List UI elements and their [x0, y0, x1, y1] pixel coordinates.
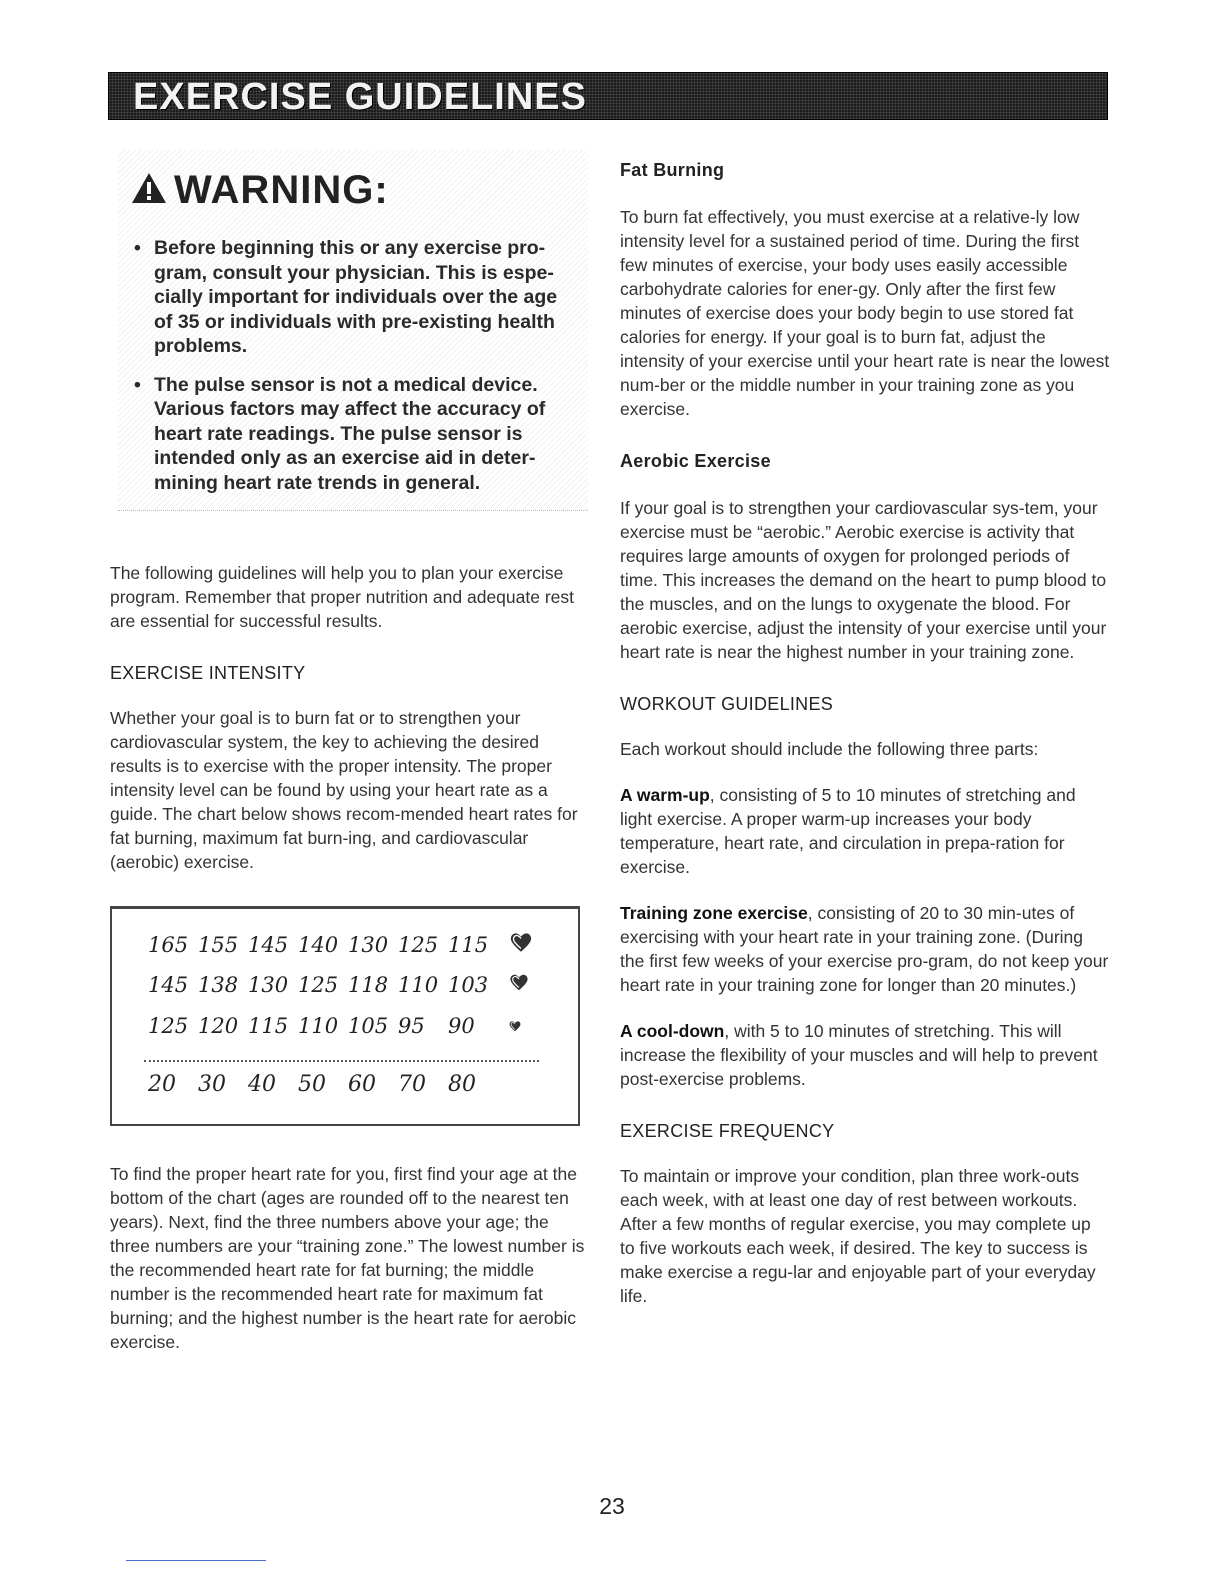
heart-icon — [508, 929, 534, 960]
warmup-paragraph — [620, 783, 1110, 879]
intro-paragraph: The following guidelines will help you to plan your exercise program. Remember that proper nutrition and adequate rest are essential for successful results. — [110, 563, 575, 631]
chart-value: 138 — [198, 972, 239, 997]
age-tick-label: 30 — [198, 1072, 226, 1097]
warning-triangle-icon — [130, 171, 168, 210]
chart-value: 118 — [348, 972, 389, 997]
chart-value: 125 — [148, 1014, 189, 1038]
chart-value: 103 — [448, 972, 489, 997]
chart-value: 130 — [348, 932, 389, 957]
workout-heading: WORKOUT GUIDELINES — [620, 694, 834, 714]
chart-value: 110 — [398, 972, 439, 997]
warmup-text: , consisting of 5 to 10 minutes of stretching and light exercise. A proper warm-up increases your body temperature, heart rate, and circulation in prepa-ration for exercise. — [620, 785, 1076, 877]
page-number: 23 — [599, 1493, 625, 1519]
training-text: , consisting of 20 to 30 min-utes of exercising with your heart rate in your training zone. (During the first few weeks of your exercise pro-gram, do not keep your heart rate in your training zone for longer than 20 minutes.) — [620, 903, 1109, 995]
chart-value: 145 — [148, 972, 189, 997]
warning-item-text: Before beginning this or any exercise pro-gram, consult your physician. This is espe-cially important for individuals over the age of 35 or individuals with pre-existing health problems. — [154, 237, 558, 357]
footer-rule — [126, 1560, 266, 1561]
aerobic-heading: Aerobic Exercise — [620, 451, 771, 471]
age-tick-label: 80 — [448, 1072, 476, 1097]
bullet-icon: • — [134, 237, 141, 259]
chart-row — [148, 929, 534, 960]
chart-value: 155 — [198, 932, 239, 957]
chart-value: 125 — [298, 972, 339, 997]
cooldown-text: , with 5 to 10 minutes of stretching. This will increase the flexibility of your muscles and will help to prevent post-exercise problems. — [620, 1021, 1098, 1089]
fat-burning-paragraph: To burn fat effectively, you must exercise at a relative-ly low intensity level for a sustained period of time. During the first few minutes of exercise, your body uses easily accessible carbohydrate calories for ener-gy. Only after the first few minutes of exercise does your body begin to use stored fat calories for energy. If your goal is to burn fat, adjust the intensity of your exercise until your heart rate is near the lowest num-ber or the middle number in your training zone as you exercise. — [620, 207, 1110, 419]
find-rate-paragraph: To find the proper heart rate for you, first find your age at the bottom of the chart (ages are rounded off to the nearest ten years). Next, find the three numbers above your age; the three numbers are your “training zone.” The lowest number is the recommended heart rate for fat burning; the middle number is the recommended heart rate for maximum fat burning; and the highest number is the heart rate for aerobic exercise. — [110, 1164, 585, 1352]
warning-header — [130, 168, 389, 213]
training-lead: Training zone exercise — [620, 903, 808, 923]
warning-item — [124, 373, 574, 496]
warning-box — [118, 150, 588, 511]
page-title: EXERCISE GUIDELINES — [133, 76, 587, 118]
intensity-paragraph: Whether your goal is to burn fat or to strengthen your cardiovascular system, the key to achieving the desired results is to exercise with the proper intensity. The proper intensity level can be found by using your heart rate as a guide. The chart below shows recom-mended heart rates for fat burning, maximum fat burn-ing, and cardiovascular (aerobic) exercise. — [110, 708, 578, 872]
chart-row — [148, 971, 530, 998]
fat-burning-heading: Fat Burning — [620, 160, 725, 180]
chart-value: 110 — [298, 1014, 339, 1038]
left-column — [110, 150, 590, 1354]
warning-item-text: The pulse sensor is not a medical device. Various factors may affect the accuracy of heart rate readings. The pulse sensor is intended only as an exercise aid in deter-mining heart rate trends in general. — [154, 373, 546, 494]
frequency-paragraph: To maintain or improve your condition, plan three work-outs each week, with at least one day of rest between workouts. After a few months of regular exercise, you may complete up to five workouts each week, if desired. The key to success is make exercise a regu-lar and enjoyable part of your everyday life. — [620, 1166, 1096, 1306]
chart-divider — [144, 1060, 539, 1062]
heart-icon — [508, 1014, 522, 1038]
age-tick-label: 50 — [298, 1072, 326, 1097]
aerobic-paragraph: If your goal is to strengthen your cardiovascular sys-tem, your exercise must be “aerobic.” Aerobic exercise is activity that requires large amounts of oxygen for prolonged periods of time. This increases the demand on the heart to pump blood to the muscles, and on the lungs to oxygenate the blood. For aerobic exercise, adjust the intensity of your exercise until your heart rate is near the highest number in your training zone. — [620, 498, 1107, 662]
cooldown-paragraph — [620, 1019, 1110, 1091]
workout-intro: Each workout should include the following three parts: — [620, 739, 1039, 759]
warmup-lead: A warm-up — [620, 785, 710, 805]
warning-item — [124, 236, 574, 359]
section-banner — [108, 72, 1108, 120]
warning-list — [124, 236, 574, 509]
heart-icon — [508, 971, 530, 998]
chart-value: 95 — [398, 1014, 425, 1038]
chart-value: 115 — [248, 1014, 289, 1038]
age-tick-label: 60 — [348, 1072, 376, 1097]
warning-title: WARNING: — [174, 168, 389, 212]
right-column — [620, 160, 1110, 1308]
bullet-icon: • — [134, 373, 141, 396]
chart-value: 105 — [348, 1014, 389, 1038]
chart-row — [148, 1014, 522, 1038]
training-paragraph — [620, 901, 1110, 997]
age-tick-label: 70 — [398, 1072, 426, 1097]
frequency-heading: EXERCISE FREQUENCY — [620, 1121, 835, 1141]
age-tick-label: 20 — [148, 1072, 176, 1097]
heart-rate-chart — [110, 906, 580, 1126]
age-tick-label: 40 — [248, 1072, 276, 1097]
chart-value: 145 — [248, 932, 289, 957]
chart-value: 165 — [148, 932, 189, 957]
chart-value: 120 — [198, 1014, 239, 1038]
cooldown-lead: A cool-down — [620, 1021, 725, 1041]
intensity-heading: EXERCISE INTENSITY — [110, 663, 306, 683]
chart-value: 140 — [298, 932, 339, 957]
chart-value: 130 — [248, 972, 289, 997]
chart-value: 125 — [398, 932, 439, 957]
chart-age-row — [148, 1072, 498, 1097]
chart-value: 90 — [448, 1014, 475, 1038]
chart-value: 115 — [448, 932, 489, 957]
